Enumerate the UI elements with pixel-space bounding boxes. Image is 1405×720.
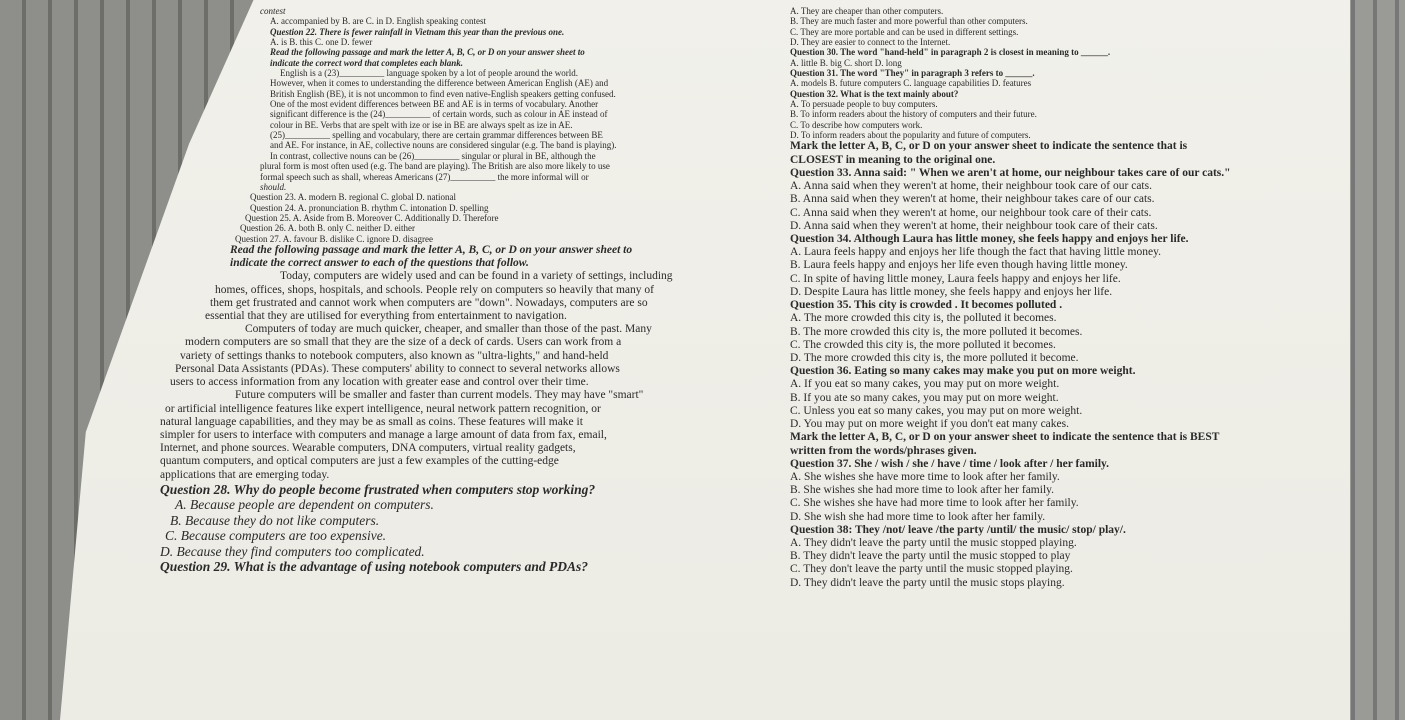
left-text-line: C. Because computers are too expensive. <box>165 528 387 544</box>
right-text-line: B. The more crowded this city is, the more polluted it becomes. <box>790 325 1083 338</box>
left-text-line: Internet, and phone sources. Wearable computers, DNA computers, virtual reality gadgets, <box>160 442 576 455</box>
right-text-line: Question 30. The word "hand-held" in paragraph 2 is closest in meaning to ______. <box>790 47 1111 58</box>
left-text-line: variety of settings thanks to notebook computers, also known as "ultra-lights," and hand-held <box>180 349 609 362</box>
right-text-line: A. Anna said when they weren't at home, their neighbour took care of our cats. <box>790 180 1152 193</box>
left-text-line: In contrast, collective nouns can be (26)__________ singular or plural in BE, although the <box>270 150 596 161</box>
right-text-line: A. If you eat so many cakes, you may put on more weight. <box>790 378 1060 391</box>
left-text-line: Question 22. There is fewer rainfall in Vietnam this year than the previous one. <box>270 26 565 37</box>
left-text-line: However, when it comes to understanding the difference between American English (AE) and <box>270 78 609 89</box>
left-text-line: formal speech such as shall, whereas Americans (27)__________ the more informal will or <box>260 171 589 182</box>
right-text-line: B. They didn't leave the party until the music stopped to play <box>790 550 1071 563</box>
left-text-line: plural form is most often used (e.g. The band are playing). The British are also more likely to use <box>260 161 610 172</box>
left-text-line: contest <box>260 6 286 16</box>
left-text-line: Question 24. A. pronunciation B. rhythm C. intonation D. spelling <box>250 202 489 213</box>
left-text-line: British English (BE), it is not uncommon to find even native-English speakers getting confused. <box>270 88 616 99</box>
right-text-line: C. They are more portable and can be used in different settings. <box>790 26 1019 37</box>
right-text-line: C. The crowded this city is, the more polluted it becomes. <box>790 338 1056 351</box>
right-text-line: A. To persuade people to buy computers. <box>790 99 938 110</box>
left-text-line: should. <box>260 181 287 192</box>
left-text-line: homes, offices, shops, hospitals, and schools. People rely on computers so heavily that many of <box>215 283 654 296</box>
right-text-line: B. Laura feels happy and enjoys her life even though having little money. <box>790 259 1128 272</box>
left-column <box>160 6 760 575</box>
right-text-line: D. They didn't leave the party until the music stops playing. <box>790 576 1065 589</box>
left-text-line: D. Because they find computers too complicated. <box>160 543 425 559</box>
left-text-line: Future computers will be smaller and faster than current models. They may have "smart" <box>235 389 644 402</box>
left-text-line: A. is B. this C. one D. fewer <box>270 37 373 48</box>
right-text-line: B. She wishes she had more time to look after her family. <box>790 484 1055 497</box>
left-text-line: Personal Data Assistants (PDAs). These computers' ability to connect to several networks allows <box>175 362 620 375</box>
left-text-line: Question 28. Why do people become frustrated when computers stop working? <box>160 481 596 497</box>
left-text-line: users to access information from any location with greater ease and control over their time. <box>170 376 589 389</box>
right-text-line: C. They don't leave the party until the music stopped playing. <box>790 563 1073 576</box>
right-text-line: B. Anna said when they weren't at home, their neighbour takes care of our cats. <box>790 193 1155 206</box>
right-text-line: Question 38: They /not/ leave /the party /until/ the music/ stop/ play/. <box>790 523 1126 536</box>
right-text-line: B. If you ate so many cakes, you may put on more weight. <box>790 391 1059 404</box>
left-text-line: One of the most evident differences between BE and AE is in terms of vocabulary. Another <box>270 99 599 110</box>
right-column <box>790 6 1310 590</box>
right-text-line: written from the words/phrases given. <box>790 444 977 457</box>
left-text-line: natural language capabilities, and they may be as small as coins. These features will make it <box>160 415 583 428</box>
left-text-line: or artificial intelligence features like expert intelligence, neural network pattern recognition, or <box>165 402 601 415</box>
left-text-line: Question 29. What is the advantage of using notebook computers and PDAs? <box>160 559 589 575</box>
right-text-line: D. The more crowded this city is, the more polluted it become. <box>790 351 1079 364</box>
right-text-line: B. They are much faster and more powerful than other computers. <box>790 16 1028 27</box>
left-text-line: Question 26. A. both B. only C. neither D. either <box>240 223 415 234</box>
right-text-line: D. They are easier to connect to the Internet. <box>790 37 951 48</box>
right-text-line: Question 37. She / wish / she / have / time / look after / her family. <box>790 457 1110 470</box>
left-text-line: colour in BE. Verbs that are spelt with ize or ise in BE are always spelt as ize in AE. <box>270 119 573 130</box>
left-text-line: Today, computers are widely used and can be found in a variety of settings, including <box>280 270 673 283</box>
left-text-line: Question 23. A. modern B. regional C. global D. national <box>250 192 456 203</box>
right-text-line: D. You may put on more weight if you don't eat many cakes. <box>790 418 1069 431</box>
right-text-line: A. They didn't leave the party until the music stopped playing. <box>790 537 1077 550</box>
right-text-line: CLOSEST in meaning to the original one. <box>790 153 996 166</box>
left-text-line: significant difference is the (24)__________ of certain words, such as colour in AE instead of <box>270 109 608 120</box>
right-text-line: C. To describe how computers work. <box>790 119 923 130</box>
right-text-line: A. models B. future computers C. language capabilities D. features <box>790 78 1032 89</box>
right-text-line: A. little B. big C. short D. long <box>790 57 902 68</box>
left-text-line: them get frustrated and cannot work when computers are "down". Nowadays, computers are so <box>210 296 648 309</box>
right-text-line: D. She wish she had more time to look after her family. <box>790 510 1046 523</box>
left-text-line: simpler for users to interface with computers and manage a large amount of data from fax, email, <box>160 428 607 441</box>
right-text-line: Question 33. Anna said: " When we aren't at home, our neighbour takes care of our cats." <box>790 166 1231 179</box>
right-text-line: A. She wishes she have more time to look after her family. <box>790 470 1060 483</box>
left-text-line: A. accompanied by B. are C. in D. English speaking contest <box>270 16 486 27</box>
left-text-line: A. Because people are dependent on computers. <box>175 497 434 513</box>
left-text-line: Read the following passage and mark the letter A, B, C, or D on your answer sheet to <box>270 47 585 58</box>
left-text-line: indicate the correct word that completes each blank. <box>270 57 463 68</box>
left-text-line: indicate the correct answer to each of the questions that follow. <box>230 257 529 270</box>
right-text-line: C. Unless you eat so many cakes, you may put on more weight. <box>790 404 1083 417</box>
right-text-line: A. Laura feels happy and enjoys her life though the fact that having little money. <box>790 246 1161 259</box>
left-text-line: essential that they are utilised for everything from entertainment to navigation. <box>205 310 567 322</box>
right-text-line: Question 34. Although Laura has little money, she feels happy and enjoys her life. <box>790 233 1189 245</box>
left-text-line: (25)__________ spelling and vocabulary, there are certain grammar differences between BE <box>270 130 603 141</box>
right-text-line: Question 31. The word "They" in paragraph 3 refers to ______. <box>790 68 1035 79</box>
left-text-line: B. Because they do not like computers. <box>170 512 380 528</box>
right-text-line: Mark the letter A, B, C, or D on your answer sheet to indicate the sentence that is BEST <box>790 431 1220 444</box>
left-text-line: English is a (23)__________ language spoken by a lot of people around the world. <box>280 68 578 79</box>
right-text-line: D. Anna said when they weren't at home, their neighbour took care of their cats. <box>790 219 1158 232</box>
right-text-line: Question 35. This city is crowded . It becomes polluted . <box>790 299 1063 312</box>
right-text-line: Question 32. What is the text mainly about? <box>790 88 959 99</box>
right-text-line: A. The more crowded this city is, the polluted it becomes. <box>790 312 1057 325</box>
left-text-line: Question 27. A. favour B. dislike C. ignore D. disagree <box>235 233 433 244</box>
left-text-line: quantum computers, and optical computers are just a few examples of the cutting-edge <box>160 455 559 468</box>
right-text-line: C. She wishes she have had more time to look after her family. <box>790 497 1079 510</box>
right-text-line: C. Anna said when they weren't at home, our neighbour took care of their cats. <box>790 206 1152 219</box>
left-text-line: Computers of today are much quicker, cheaper, and smaller than those of the past. Many <box>245 323 652 336</box>
right-text-line: B. To inform readers about the history of computers and their future. <box>790 109 1037 120</box>
left-text-line: Question 25. A. Aside from B. Moreover C. Additionally D. Therefore <box>245 212 499 223</box>
left-text-line: Read the following passage and mark the letter A, B, C, or D on your answer sheet to <box>230 243 633 256</box>
right-text-line: A. They are cheaper than other computers. <box>790 6 944 16</box>
left-text-line: modern computers are so small that they are the size of a deck of cards. Users can work from a <box>185 336 622 349</box>
right-text-line: D. Despite Laura has little money, she feels happy and enjoys her life. <box>790 285 1113 298</box>
right-text-line: Mark the letter A, B, C, or D on your answer sheet to indicate the sentence that is <box>790 140 1188 153</box>
left-text-line: applications that are emerging today. <box>160 468 330 481</box>
right-text-line: C. In spite of having little money, Laura feels happy and enjoys her life. <box>790 272 1121 285</box>
right-text-line: Question 36. Eating so many cakes may make you put on more weight. <box>790 365 1136 378</box>
right-text-line: D. To inform readers about the popularity and future of computers. <box>790 130 1031 141</box>
left-text-line: and AE. For instance, in AE, collective nouns are considered singular (e.g. The band is playing). <box>270 140 617 151</box>
